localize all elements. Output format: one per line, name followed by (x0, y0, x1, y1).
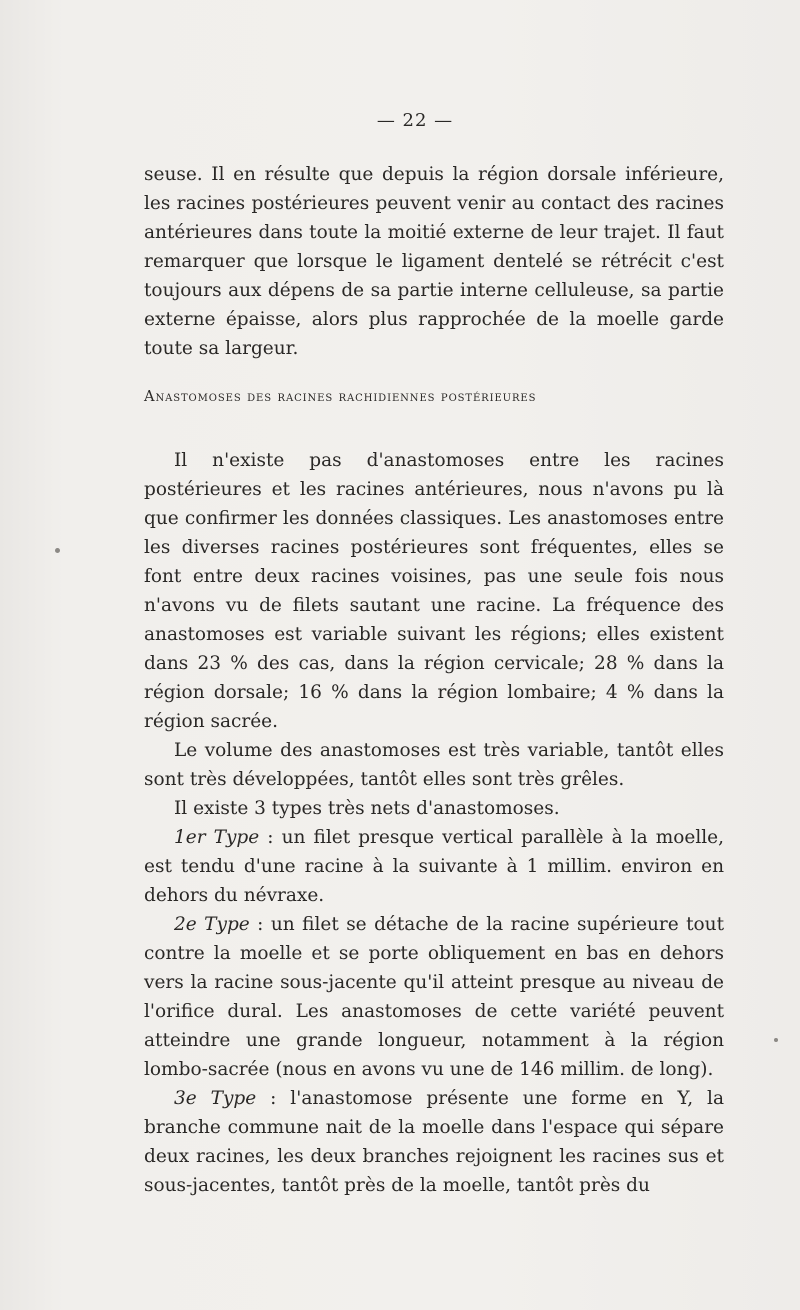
paper-speck (55, 548, 60, 553)
paragraph-types-intro: Il existe 3 types très nets d'anastomoses. (174, 798, 560, 819)
type-3-label: 3e Type (174, 1088, 257, 1109)
intro-text-block (144, 160, 724, 363)
type-2-text: : un filet se détache de la racine supérieure tout contre la moelle et se porte obliquement en bas en dehors vers la racine sous-jacente qu'il atteint presque au niveau de l'orifice dural. Les anastomoses de cette variété peuvent atteindre une grande longueur, notamment à la région lombo-sacrée (nous en avons vu une de 146 millim. de long). (144, 914, 725, 1080)
type-2-label: 2e Type (174, 914, 250, 935)
main-text-block (144, 446, 724, 1200)
intro-paragraph: seuse. Il en résulte que depuis la région dorsale inférieure, les racines postérieures peuvent venir au contact des racines antérieures dans toute la moitié externe de leur trajet. Il faut remarquer que lorsque le ligament dentelé se rétrécit c'est toujours aux dépens de sa partie interne celluleuse, sa partie externe épaisse, alors plus rapprochée de la moelle garde toute sa largeur. (144, 164, 724, 359)
paragraph-anastomoses-intro: Il n'existe pas d'anastomoses entre les racines postérieures et les racines antérieures, nous n'avons pu là que confirmer les données classiques. Les anastomoses entre les diverses racines postérieures sont fréquentes, elles se font entre deux racines voisines, pas une seule fois nous n'avons vu de filets sautant une racine. La fréquence des anastomoses est variable suivant les régions; elles existent dans 23 % des cas, dans la région cervicale; 28 % dans la région dorsale; 16 % dans la région lombaire; 4 % dans la région sacrée. (144, 450, 724, 732)
type-3-text: : l'anastomose présente une forme en Y, la branche commune nait de la moelle dans l'espace qui sépare deux racines, les deux branches rejoignent les racines sus et sous-jacentes, tantôt près de la moelle, tantôt près du (144, 1088, 724, 1196)
type-1-label: 1er Type (174, 827, 260, 848)
paper-speck (774, 1038, 778, 1042)
paragraph-type-3 (144, 1084, 724, 1200)
section-heading: Anastomoses des racines rachidiennes postérieures (144, 388, 537, 405)
paragraph-type-2 (144, 910, 724, 1084)
paragraph-volume: Le volume des anastomoses est très variable, tantôt elles sont très développées, tantôt elles sont très grêles. (144, 740, 724, 790)
paragraph-type-1 (144, 823, 724, 910)
page-number: — 22 — (376, 110, 454, 131)
type-1-text: : un filet presque vertical parallèle à la moelle, est tendu d'une racine à la suivante à 1 millim. environ en dehors du névraxe. (144, 827, 724, 906)
